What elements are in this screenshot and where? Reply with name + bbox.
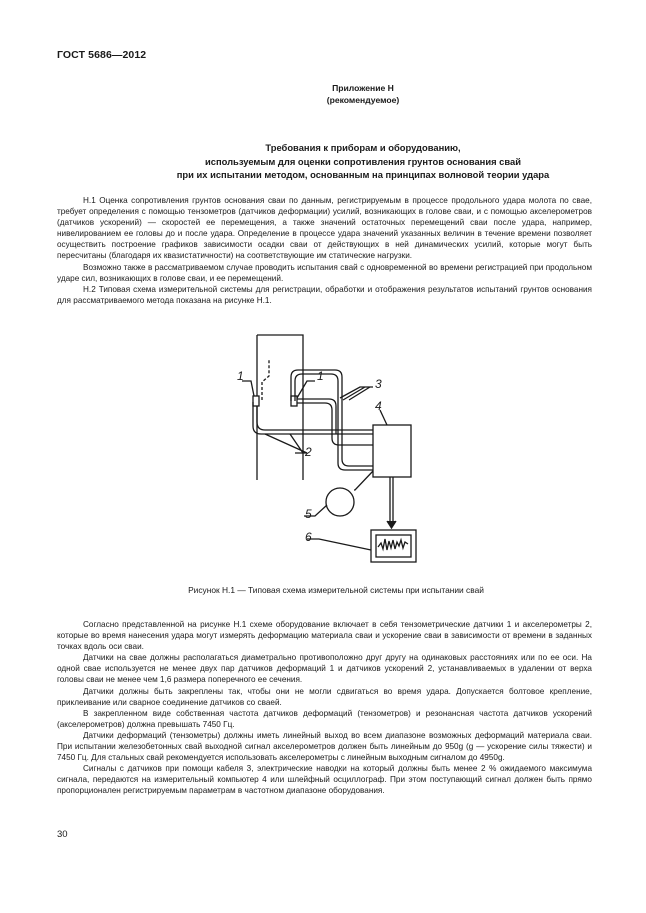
label-3: 3: [375, 377, 382, 391]
paragraph: Датчики на свае должны располагаться диаметрально противоположно друг другу на одинаковых расстояниях или по ее оси. На одной свае используется не менее двух пар датчиков деформаций 1 и датчиков ускорений 2, устанавливаемых в удалении от верха головы сваи не менее чем 1,6 размера поперечного ее сечения.: [57, 653, 592, 685]
paragraph: Согласно представленной на рисунке Н.1 схеме оборудование включает в себя тензометрические датчики 1 и акселерометры 2, которые во время нанесения удара могут измерять деформацию материала сваи и ускорение сваи в зависимости от времени в заданных точках вдоль оси сваи.: [57, 620, 592, 652]
wire-computer-meter: [354, 471, 373, 490]
label-4: 4: [375, 399, 382, 413]
paragraph: Датчики должны быть закреплены так, чтобы они не могли сдвигаться во время удара. Допускается болтовое крепление, приклеивание или сварное соединение датчиков со сваей.: [57, 686, 592, 707]
paragraph: Возможно также в рассматриваемом случае проводить испытания свай с одновременной во времени регистрацией при продольном ударе сил, возникающих в голове сваи, и ее перемещений.: [57, 262, 592, 283]
body-text-bottom: [57, 619, 592, 797]
standard-code: ГОСТ 5686—2012: [57, 49, 147, 61]
wire-computer-scope: [390, 477, 393, 525]
section-title-line: используемым для оценки сопротивления грунтов основания свай: [204, 155, 522, 167]
paragraph: Сигналы с датчиков при помощи кабеля 3, электрические наводки на который должны быть менее 2 % ожидаемого максимума сигнала, передаются на измерительный компьютер 4 или шлейфный осциллограф. При этом поступающий сигнал должен быть прямо пропорционален регистрируемым параметрам в частотном диапазоне оборудования.: [57, 764, 592, 796]
label-1-left: 1: [237, 369, 244, 383]
dashed-wire: [262, 360, 269, 400]
label-5: 5: [305, 507, 312, 521]
paragraph-h1: Н.1 Оценка сопротивления грунтов основания сваи по данным, регистрируемым в процессе продольного удара молота по свае, требует определения с помощью тензометров (датчиков деформации) усилий, возникающих в голове сваи, и с помощью акселерометров (датчиков ускорений) — скоростей ее перемещения, а также значений остаточных перемещений сваи после удара, например, нивелированием ее головы до и после удара. Определение в процессе удара значений указанных величин в течение времени позволяет осуществить построение графиков зависимости осадки сваи от действующих в ней динамических усилий, которые могут быть пересчитаны (благодаря их квазистатичности) на соответствующие им статические нагрузки.: [57, 196, 592, 261]
label-1-right: 1: [317, 369, 324, 383]
annex-title: Приложение Н: [332, 83, 394, 93]
meter-circle: [326, 488, 354, 516]
paragraph: В закрепленном виде собственная частота датчиков деформаций (тензометров) и резонансная частота датчиков ускорений (акселерометров) должна превышать 7450 Гц.: [57, 708, 592, 729]
sensor-left: [253, 396, 259, 406]
cable-left-outer: [253, 402, 373, 434]
leader-1-right: [297, 381, 315, 398]
body-text-top: [57, 195, 592, 306]
paragraph: Датчики деформаций (тензометры) должны иметь линейный выход во всем диапазоне возможных деформаций материала сваи. При испытании железобетонных свай выходной сигнал акселерометров должен быть линейным до 950g (g — ускорение силы тяжести) и 7450 Гц. Для стальных свай рекомендуется использовать акселерометры с линейным выходным сигналом до 4950g.: [57, 730, 592, 763]
section-title-line: Требования к приборам и оборудованию,: [265, 142, 461, 153]
leader-2: [265, 434, 307, 453]
oscilloscope-screen: [376, 535, 411, 557]
leader-1-left: [242, 381, 254, 396]
paragraph-h2: Н.2 Типовая схема измерительной системы для регистрации, обработки и отображения результатов испытаний грунтов основания для рассматриваемого метода показана на рисунке Н.1.: [57, 284, 592, 305]
section-title-line: при их испытании методом, основанным на принципах волновой теории удара: [176, 169, 550, 181]
leader-3: [340, 387, 373, 400]
pile-outline: [257, 335, 303, 480]
computer-box: [373, 425, 411, 477]
sensor-right: [291, 396, 297, 406]
label-2: 2: [305, 445, 312, 459]
leader-6: [307, 539, 371, 550]
section-title: [40, 141, 646, 182]
label-6: 6: [305, 530, 312, 544]
annex-status: (рекомендуемое): [326, 95, 400, 105]
arrow-to-scope: [387, 521, 396, 528]
measurement-system-diagram: [225, 330, 445, 570]
figure-caption: Рисунок Н.1 — Типовая схема измерительной системы при испытании свай: [188, 585, 484, 595]
page-number: 30: [57, 829, 68, 840]
cable-left-inner: [257, 406, 373, 430]
cable-right-outer: [297, 403, 373, 445]
